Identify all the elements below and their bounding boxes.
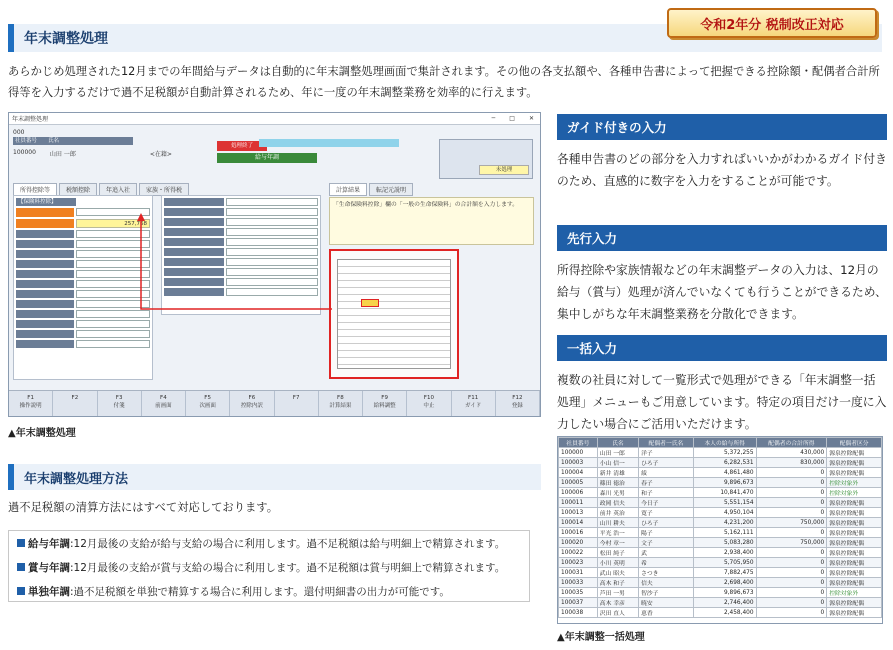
- life-insurance-label: [16, 208, 74, 217]
- page-title: 年末調整処理: [24, 31, 108, 47]
- table-cell[interactable]: 信夫: [639, 578, 694, 588]
- table-cell[interactable]: 森川 光男: [597, 488, 638, 498]
- table-cell[interactable]: 9,896,673: [693, 478, 756, 488]
- table-cell[interactable]: 4,231,200: [693, 518, 756, 528]
- table-row[interactable]: [559, 608, 882, 618]
- table-cell[interactable]: さつき: [639, 568, 694, 578]
- life-insurance-field[interactable]: 257,768: [76, 219, 150, 228]
- table-cell[interactable]: 100004: [559, 468, 598, 478]
- method-section: [8, 464, 541, 490]
- table-cell[interactable]: 0: [756, 468, 827, 478]
- table-cell[interactable]: 2,746,400: [693, 598, 756, 608]
- table-cell[interactable]: 智沙子: [639, 588, 694, 598]
- table-cell[interactable]: 100000: [559, 448, 598, 458]
- table-cell[interactable]: 小山 信一: [597, 458, 638, 468]
- feature-batch: [557, 335, 887, 435]
- minimize-icon[interactable]: ─: [491, 115, 496, 122]
- table-cell[interactable]: ひろ子: [639, 518, 694, 528]
- tab-result[interactable]: 計算結果: [329, 183, 367, 196]
- table-cell[interactable]: 750,000: [756, 538, 827, 548]
- table-cell[interactable]: 100038: [559, 608, 598, 618]
- screen1-caption: ▲年末調整処理: [8, 428, 76, 439]
- table-row[interactable]: [559, 448, 882, 458]
- table-cell[interactable]: 5,372,255: [693, 448, 756, 458]
- table-cell[interactable]: 4,861,480: [693, 468, 756, 478]
- table-cell[interactable]: 0: [756, 548, 827, 558]
- table-cell[interactable]: 源泉控除配偶: [827, 528, 882, 538]
- table-cell[interactable]: 文子: [639, 538, 694, 548]
- table-cell[interactable]: 0: [756, 558, 827, 568]
- window-titlebar: [9, 113, 540, 125]
- table-cell[interactable]: 0: [756, 508, 827, 518]
- table-cell[interactable]: 暁安: [639, 598, 694, 608]
- table-row[interactable]: [559, 558, 882, 568]
- table-cell[interactable]: 政岡 信夫: [597, 498, 638, 508]
- table-cell[interactable]: 100023: [559, 558, 598, 568]
- table-cell[interactable]: 100013: [559, 508, 598, 518]
- table-cell[interactable]: 武山 昭夫: [597, 568, 638, 578]
- table-cell[interactable]: 430,000: [756, 448, 827, 458]
- employee-status: <在籍>: [149, 151, 172, 158]
- table-row[interactable]: [559, 468, 882, 478]
- f5-key[interactable]: F5 次画面: [186, 391, 230, 416]
- feature-advance: [557, 225, 887, 325]
- close-icon[interactable]: ✕: [528, 115, 534, 122]
- f7-key[interactable]: F7: [275, 391, 319, 416]
- table-cell[interactable]: 源泉控除配偶: [827, 578, 882, 588]
- table-row[interactable]: [559, 588, 882, 598]
- table-cell[interactable]: 0: [756, 478, 827, 488]
- table-cell[interactable]: 5,083,280: [693, 538, 756, 548]
- table-cell[interactable]: 0: [756, 578, 827, 588]
- table-cell[interactable]: 新井 清雄: [597, 468, 638, 478]
- tax-reform-badge: 令和2年分 税制改正対応: [667, 8, 877, 38]
- table-cell[interactable]: 源泉控除配偶: [827, 448, 882, 458]
- table-cell[interactable]: 篠田 徳治: [597, 478, 638, 488]
- table-cell[interactable]: 洋子: [639, 448, 694, 458]
- table-cell[interactable]: 今日子: [639, 498, 694, 508]
- table-cell[interactable]: 100014: [559, 518, 598, 528]
- tab-tax-credit[interactable]: 税額控除: [59, 183, 97, 196]
- col-header: 配偶者の合計所得: [756, 438, 827, 448]
- table-cell[interactable]: 前井 英治: [597, 508, 638, 518]
- table-cell[interactable]: 高木 和子: [597, 578, 638, 588]
- table-cell[interactable]: 源泉控除配偶: [827, 598, 882, 608]
- f12-key[interactable]: F12 登録: [496, 391, 540, 416]
- table-cell[interactable]: 寛子: [639, 508, 694, 518]
- table-cell[interactable]: 100011: [559, 498, 598, 508]
- f1-key[interactable]: F1 操作説明: [9, 391, 53, 416]
- table-row[interactable]: [559, 488, 882, 498]
- table-row[interactable]: [559, 498, 882, 508]
- f2-key[interactable]: F2: [53, 391, 97, 416]
- table-cell[interactable]: 100037: [559, 598, 598, 608]
- table-cell[interactable]: 0: [756, 598, 827, 608]
- table-cell[interactable]: 0: [756, 528, 827, 538]
- table-cell[interactable]: 控除対象外: [827, 488, 882, 498]
- method-title: 年末調整処理方法: [24, 471, 129, 487]
- tab-source[interactable]: 転記元説明: [369, 183, 413, 196]
- table-row[interactable]: [559, 598, 882, 608]
- table-cell[interactable]: 100006: [559, 488, 598, 498]
- table-cell[interactable]: 100003: [559, 458, 598, 468]
- table-cell[interactable]: 陽子: [639, 528, 694, 538]
- table-row[interactable]: [559, 518, 882, 528]
- table-cell[interactable]: 源泉控除配偶: [827, 558, 882, 568]
- feature-title: 先行入力: [557, 225, 887, 251]
- table-cell[interactable]: 高木 幸彦: [597, 598, 638, 608]
- f4-key[interactable]: F4 前画面: [142, 391, 186, 416]
- table-cell[interactable]: 100005: [559, 478, 598, 488]
- batch-table: [558, 437, 882, 618]
- feature-text: 複数の社員に対して一覧形式で処理ができる「年末調整一括処理」メニューもご用意しています。特定の項目だけ一度に入力したい場合にご活用いただけます。: [557, 373, 887, 431]
- table-cell[interactable]: 100020: [559, 538, 598, 548]
- f9-key[interactable]: F9 給料調整: [363, 391, 407, 416]
- table-row[interactable]: [559, 508, 882, 518]
- table-cell[interactable]: 源泉控除配偶: [827, 508, 882, 518]
- table-cell[interactable]: 0: [756, 498, 827, 508]
- col-header: 氏名: [597, 438, 638, 448]
- tax-form-preview: [329, 249, 459, 379]
- table-cell[interactable]: 平光 浩一: [597, 528, 638, 538]
- table-cell[interactable]: 恵香: [639, 608, 694, 618]
- table-cell[interactable]: 2,698,400: [693, 578, 756, 588]
- col-header: 配偶者区分: [827, 438, 882, 448]
- f8-key[interactable]: F8 計算結果: [319, 391, 363, 416]
- table-cell[interactable]: 春子: [639, 478, 694, 488]
- table-cell[interactable]: 830,000: [756, 458, 827, 468]
- table-cell[interactable]: 今村 章一: [597, 538, 638, 548]
- feature-title: 一括入力: [557, 335, 887, 361]
- table-cell[interactable]: 和子: [639, 488, 694, 498]
- mode-label: 給与年調: [217, 153, 317, 163]
- method-text: 過不足税額の清算方法にはすべて対応しております。: [8, 501, 278, 514]
- f11-key[interactable]: F11 ガイド: [452, 391, 496, 416]
- table-row[interactable]: [559, 568, 882, 578]
- table-cell[interactable]: 綾: [639, 468, 694, 478]
- method-item: 単独年調 :過不足税額を単独で精算する場合に利用します。還付明細書の出力が可能です。: [9, 579, 529, 603]
- col-header: 配偶者一氏名: [639, 438, 694, 448]
- table-cell[interactable]: 控除対象外: [827, 588, 882, 598]
- table-row[interactable]: [559, 458, 882, 468]
- table-cell[interactable]: 山田 一郎: [597, 448, 638, 458]
- table-cell[interactable]: 100022: [559, 548, 598, 558]
- table-cell[interactable]: 源泉控除配偶: [827, 458, 882, 468]
- table-cell[interactable]: 7,882,475: [693, 568, 756, 578]
- table-cell[interactable]: 100033: [559, 578, 598, 588]
- table-cell[interactable]: 6,282,531: [693, 458, 756, 468]
- function-key-bar: [9, 390, 540, 416]
- table-cell[interactable]: 750,000: [756, 518, 827, 528]
- tab-deductions[interactable]: 所得控除等: [13, 183, 57, 196]
- tab-mid-year[interactable]: 年追入社: [99, 183, 137, 196]
- table-cell[interactable]: 2,938,400: [693, 548, 756, 558]
- table-cell[interactable]: 山川 耕夫: [597, 518, 638, 528]
- table-cell[interactable]: 源泉控除配偶: [827, 538, 882, 548]
- table-cell[interactable]: 芦田 一男: [597, 588, 638, 598]
- table-cell[interactable]: 0: [756, 608, 827, 618]
- col-header: 社員番号: [559, 438, 598, 448]
- table-cell[interactable]: ひろ子: [639, 458, 694, 468]
- table-cell[interactable]: 4,950,104: [693, 508, 756, 518]
- table-cell[interactable]: 10,841,470: [693, 488, 756, 498]
- table-cell[interactable]: 源泉控除配偶: [827, 548, 882, 558]
- table-row[interactable]: [559, 528, 882, 538]
- table-cell[interactable]: 5,705,950: [693, 558, 756, 568]
- table-cell[interactable]: 源泉控除配偶: [827, 498, 882, 508]
- status-label: 処理終了: [217, 141, 267, 151]
- table-cell[interactable]: 武: [639, 548, 694, 558]
- table-row[interactable]: [559, 538, 882, 548]
- table-cell[interactable]: 松田 純子: [597, 548, 638, 558]
- table-cell[interactable]: 0: [756, 568, 827, 578]
- col-header: 本人の給与所得: [693, 438, 756, 448]
- table-cell[interactable]: 源泉控除配偶: [827, 468, 882, 478]
- table-cell[interactable]: 100016: [559, 528, 598, 538]
- table-cell[interactable]: 100031: [559, 568, 598, 578]
- table-cell[interactable]: 源泉控除配偶: [827, 518, 882, 528]
- method-item: 賞与年調 :12月最後の支給が賞与支給の場合に利用します。過不足税額は賞与明細上で精算されます。: [9, 555, 529, 579]
- table-row[interactable]: [559, 548, 882, 558]
- deduction-form: 【保険料控除】 257,768: [13, 195, 153, 380]
- table-cell[interactable]: 5,162,111: [693, 528, 756, 538]
- highlight-field: [361, 299, 379, 307]
- tab-family[interactable]: 家族・所得税: [139, 183, 189, 196]
- table-row[interactable]: [559, 478, 882, 488]
- f3-key[interactable]: F3 付箋: [98, 391, 142, 416]
- maximize-icon[interactable]: □: [509, 115, 515, 122]
- table-cell[interactable]: 9,896,673: [693, 588, 756, 598]
- table-cell[interactable]: 源泉控除配偶: [827, 568, 882, 578]
- screen2-caption: ▲年末調整一括処理: [557, 632, 645, 643]
- table-cell[interactable]: 控除対象外: [827, 478, 882, 488]
- employee-code: 100000: [13, 149, 36, 156]
- feature-text: 所得控除や家族情報などの年末調整データの入力は、12月の給与（賞与）処理が済んでいなくても行うことができるため、集中しがちな年末調整業務を分散化できます。: [557, 263, 887, 321]
- feature-title: ガイド付きの入力: [557, 114, 887, 140]
- year-end-adjustment-screen: 年末調整処理 ─ □ ✕ 000 社員番号 氏名 100000 山田 一郎 <在籍> 処理終了 給与年調 未処理 所得控除等 税額控除 年追入社 家族・所得税 計算結果 転記元説明 【保険料控除】 257,768 「生命保険料控除」欄の「一般の生命保険料」の合計額を入力します。 F1 操作説明 F2 F3 付箋 F4 前画面 F5 次画面 F6 控除内訳 F7 F8 計算結果 F9 給料調整 F10 中止 F11 ガイド F12 登録: [8, 112, 541, 417]
- f6-key[interactable]: F6 控除内訳: [230, 391, 274, 416]
- table-cell[interactable]: 0: [756, 488, 827, 498]
- table-cell[interactable]: 沢田 直人: [597, 608, 638, 618]
- table-cell[interactable]: 5,551,154: [693, 498, 756, 508]
- guide-arrow: [127, 213, 337, 323]
- method-list: [8, 530, 530, 602]
- feature-guide: [557, 114, 887, 192]
- guide-hint: 「生命保険料控除」欄の「一般の生命保険料」の合計額を入力します。: [329, 197, 534, 245]
- table-cell[interactable]: 100035: [559, 588, 598, 598]
- method-item: 給与年調 :12月最後の支給が給与支給の場合に利用します。過不足税額は給与明細上で精算されます。: [9, 531, 529, 555]
- table-cell[interactable]: 0: [756, 588, 827, 598]
- table-cell[interactable]: 源泉控除配偶: [827, 608, 882, 618]
- table-cell[interactable]: 小川 英明: [597, 558, 638, 568]
- employee-name: 山田 一郎: [49, 151, 76, 158]
- intro-text: あらかじめ処理された12月までの年間給与データは自動的に年末調整処理画面で集計されます。その他の各支払額や、各種申告書によって把握できる控除額・配偶者合計所得等を入力するだけで過不足税額が自動計算されるため、年に一度の年末調整業務を効率的に行えます。: [8, 65, 880, 99]
- batch-table-screen: [557, 436, 883, 624]
- f10-key[interactable]: F10 中止: [407, 391, 451, 416]
- table-row[interactable]: [559, 578, 882, 588]
- window-title: 年末調整処理: [12, 116, 49, 123]
- table-cell[interactable]: 2,458,400: [693, 608, 756, 618]
- table-cell[interactable]: 希: [639, 558, 694, 568]
- feature-text: 各種申告書のどの部分を入力すればいいかがわかるガイド付きのため、直感的に数字を入力をすることが可能です。: [557, 152, 887, 188]
